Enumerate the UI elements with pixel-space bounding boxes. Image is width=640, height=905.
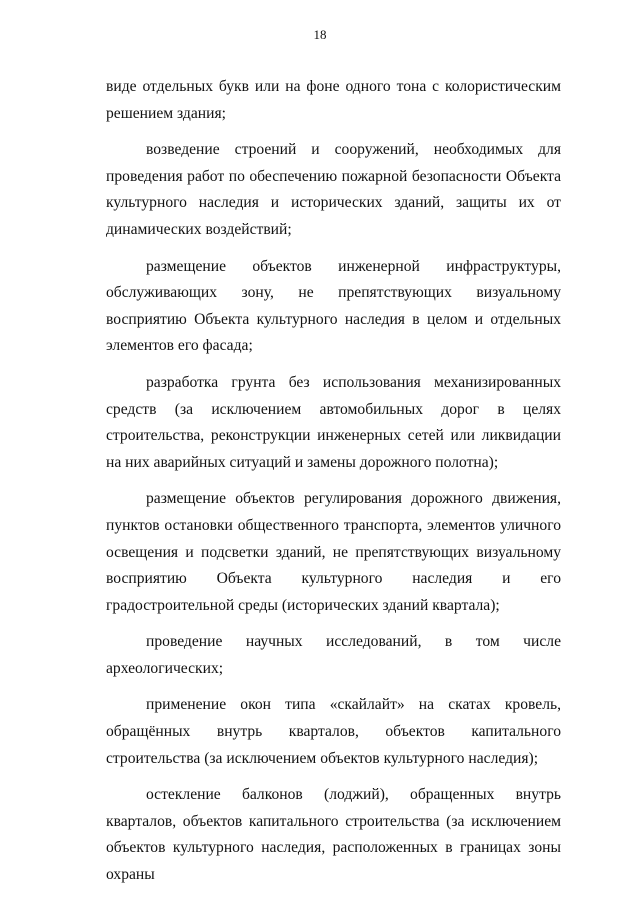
paragraph-balcony-glazing: остекление балконов (лоджий), обращенных внутрь кварталов, объектов капитального строительства (за исключением объектов культурного наследия, расположенных в границах зоны охраны	[106, 786, 561, 884]
document-body	[106, 74, 561, 889]
paragraph-fire-safety-construction: возведение строений и сооружений, необходимых для проведения работ по обеспечению пожарной безопасности Объекта культурного наследия и исторических зданий, защиты их от динамических воздействий;	[106, 141, 561, 238]
paragraph-scientific-research: проведение научных исследований, в том числе археологических;	[106, 633, 561, 677]
paragraph-skylight-windows: применение окон типа «скайлайт» на скатах кровель, обращённых внутрь кварталов, объектов капитального строительства (за исключением объектов культурного наследия);	[106, 696, 561, 767]
paragraph-soil-excavation: разработка грунта без использования механизированных средств (за исключением автомобильных дорог в целях строительства, реконструкции инженерных сетей или ликвидации на них аварийных ситуаций и замены дорожного полотна);	[106, 373, 561, 471]
paragraph-engineering-infrastructure: размещение объектов инженерной инфраструктуры, обслуживающих зону, не препятствующих визуальному восприятию Объекта культурного наследия в целом и отдельных элементов его фасада;	[106, 257, 561, 355]
page-number: 18	[313, 27, 327, 42]
paragraph-traffic-objects: размещение объектов регулирования дорожного движения, пунктов остановки общественного транспорта, элементов уличного освещения и подсветки зданий, не препятствующих визуальному восприятию Объекта культурного наследия и его градостроительной среды (исторических зданий квартала);	[106, 490, 561, 614]
paragraph-continuation: виде отдельных букв или на фоне одного тона с колористическим решением здания;	[106, 78, 561, 122]
